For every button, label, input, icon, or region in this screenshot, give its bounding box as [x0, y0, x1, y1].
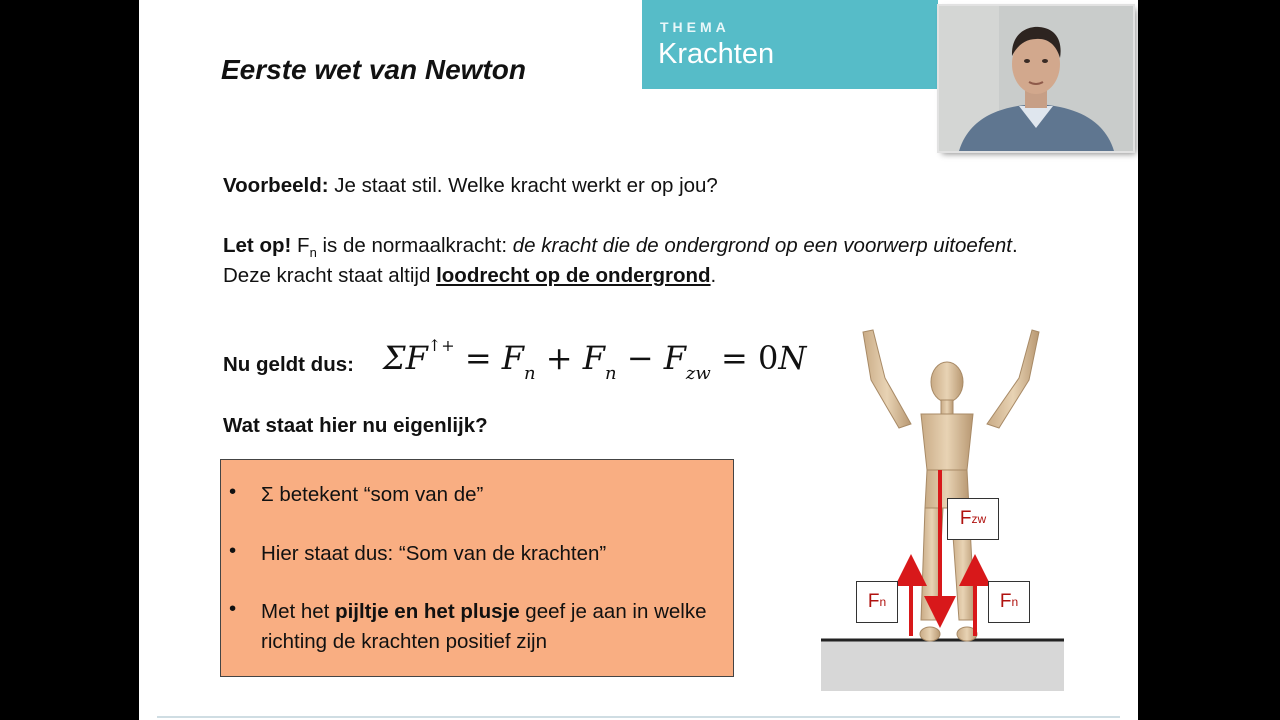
note-text: is de normaalkracht:	[316, 234, 513, 257]
normal-force-definition: de kracht die de ondergrond op een voorwerp uitoefent	[512, 234, 1012, 257]
force-diagram	[819, 320, 1069, 695]
fn-label-right: F n	[988, 581, 1030, 623]
bottom-divider	[157, 716, 1120, 718]
note-label: Let op!	[223, 234, 292, 257]
formula-unit: N	[778, 339, 807, 377]
formula-label: Nu geldt dus:	[223, 353, 354, 376]
webcam-overlay	[939, 6, 1133, 151]
bullet-text: Met het pijltje en het plusje geef je aan in welke richting de krachten positief zijn	[261, 600, 707, 653]
normal-force-symbol: F	[297, 234, 310, 257]
theme-label: THEMA	[660, 19, 730, 35]
theme-title: Krachten	[658, 38, 775, 70]
normal-force-subscript: n	[309, 245, 317, 260]
perpendicular-emphasis: loodrecht op de ondergrond	[436, 264, 711, 287]
example-text: Je staat stil. Welke kracht werkt er op jou?	[328, 174, 718, 197]
note-line-2-text: Deze kracht staat altijd	[223, 264, 437, 287]
question: Wat staat hier nu eigenlijk?	[223, 414, 488, 437]
slide	[139, 0, 1138, 720]
minus-sign: −	[616, 339, 664, 377]
arrow-plus-emphasis: pijltje en het plusje	[335, 600, 520, 623]
formula-fzw: F	[663, 339, 686, 377]
note-line-1	[223, 234, 1018, 260]
formula-fn-1: F	[501, 339, 524, 377]
bullet-dot: •	[229, 597, 237, 620]
note-end: .	[1011, 234, 1018, 257]
plus-sign: +	[535, 339, 583, 377]
equals-sign: =	[454, 339, 502, 377]
ground-block	[821, 641, 1064, 691]
positive-direction-marker: ↑+	[427, 336, 455, 355]
fzw-label: F zw	[947, 498, 999, 540]
formula-result: = 0	[710, 339, 779, 377]
example-label: Voorbeeld:	[223, 174, 329, 197]
presenter-video	[939, 6, 1133, 151]
formula-fn-1-sub: n	[524, 363, 536, 384]
newton-formula	[383, 336, 806, 384]
fn-label-left: F n	[856, 581, 898, 623]
formula-fzw-sub: zw	[685, 363, 711, 384]
sum-force: ΣF	[383, 339, 428, 377]
bullet-dot: •	[229, 480, 237, 503]
formula-fn-2-sub: n	[604, 363, 617, 384]
mannequin-figure	[819, 320, 1069, 695]
bullet-text: Hier staat dus: “Som van de krachten”	[261, 542, 607, 565]
explanation-box	[220, 459, 734, 677]
note-line-2-end: .	[710, 264, 717, 287]
formula-fn-2: F	[582, 339, 605, 377]
example-line	[223, 174, 718, 198]
note-line-2	[223, 264, 716, 288]
bullet-text: Σ betekent “som van de”	[261, 483, 484, 506]
slide-title: Eerste wet van Newton	[221, 54, 526, 85]
bullet-dot: •	[229, 539, 237, 562]
theme-banner	[642, 0, 938, 89]
